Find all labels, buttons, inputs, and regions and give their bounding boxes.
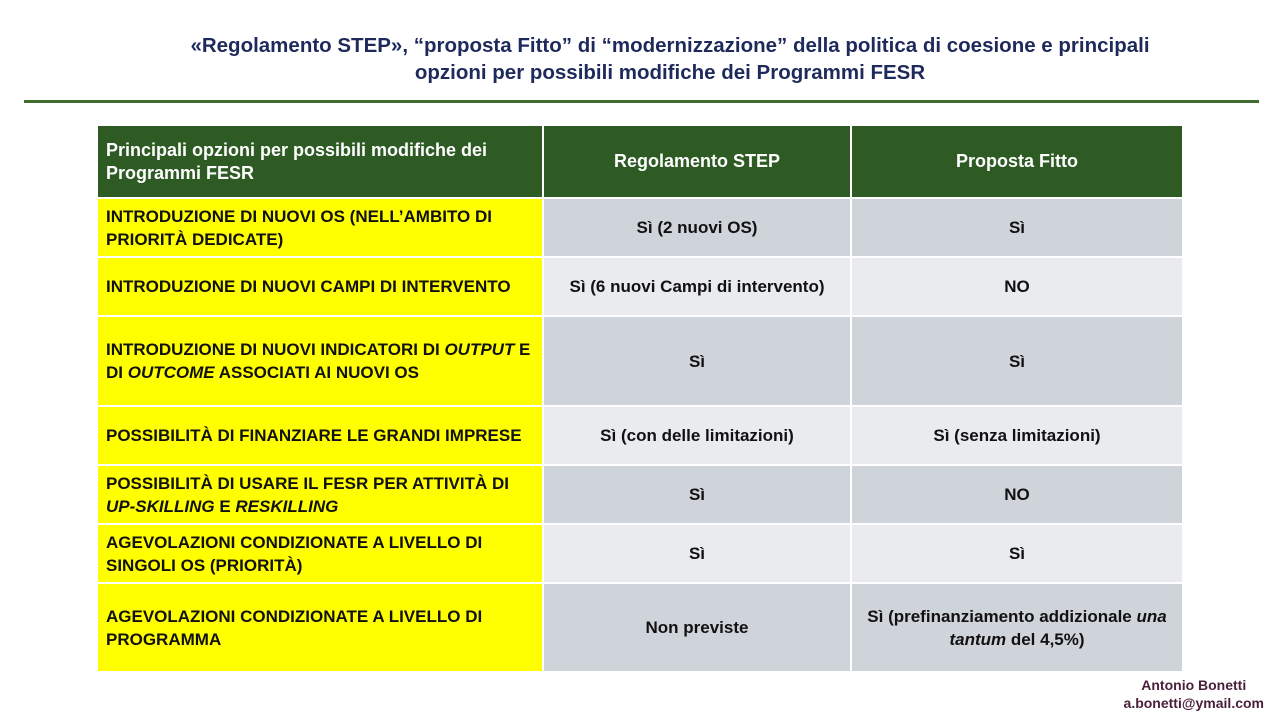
option-cell: INTRODUZIONE DI NUOVI CAMPI DI INTERVENTO	[97, 257, 543, 316]
table-row	[97, 465, 1183, 524]
fitto-cell: Sì	[851, 524, 1183, 583]
step-cell: Sì (2 nuovi OS)	[543, 198, 851, 257]
table-row	[97, 406, 1183, 465]
option-italic: UP-SKILLING	[106, 496, 215, 516]
header-step: Regolamento STEP	[543, 125, 851, 198]
option-cell: INTRODUZIONE DI NUOVI OS (NELL’AMBITO DI PRIORITÀ DEDICATE)	[97, 198, 543, 257]
option-italic: OUTCOME	[127, 363, 215, 382]
header-options: Principali opzioni per possibili modifiche dei Programmi FESR	[97, 125, 543, 198]
author-footer	[1124, 676, 1264, 712]
fitto-cell: Sì	[851, 316, 1183, 406]
option-text: E DI	[106, 340, 531, 382]
step-cell: Sì (con delle limitazioni)	[543, 406, 851, 465]
fitto-text: Sì (prefinanziamento addizionale	[867, 606, 1137, 626]
fitto-cell: Sì (senza limitazioni)	[851, 406, 1183, 465]
option-cell: POSSIBILITÀ DI FINANZIARE LE GRANDI IMPRESE	[97, 406, 543, 465]
option-cell	[97, 316, 543, 406]
option-italic: OUTPUT	[444, 340, 515, 359]
fitto-italic: una tantum	[949, 606, 1167, 649]
table-header-row	[97, 125, 1183, 198]
title-divider	[24, 100, 1259, 103]
table-row	[97, 257, 1183, 316]
step-cell: Non previste	[543, 583, 851, 672]
option-text: E	[214, 496, 236, 516]
option-cell: AGEVOLAZIONI CONDIZIONATE A LIVELLO DI PROGRAMMA	[97, 583, 543, 672]
comparison-table	[96, 124, 1184, 673]
table-row	[97, 583, 1183, 672]
author-name: Antonio Bonetti	[1141, 677, 1247, 693]
option-italic: RESKILLING	[235, 496, 339, 516]
option-text: INTRODUZIONE DI NUOVI INDICATORI DI	[106, 340, 445, 359]
option-cell	[97, 465, 543, 524]
option-text: POSSIBILITÀ DI USARE IL FESR PER ATTIVITÀ DI	[106, 473, 509, 493]
fitto-cell: NO	[851, 465, 1183, 524]
table-row	[97, 524, 1183, 583]
step-cell: Sì	[543, 524, 851, 583]
table-row	[97, 316, 1183, 406]
option-text: ASSOCIATI AI NUOVI OS	[214, 363, 419, 382]
fitto-cell	[851, 583, 1183, 672]
step-cell: Sì	[543, 465, 851, 524]
slide-title-line-1: «Regolamento STEP», “proposta Fitto” di “modernizzazione” della politica di coesione e principali	[190, 34, 1150, 57]
step-cell: Sì	[543, 316, 851, 406]
slide-title	[60, 32, 1280, 86]
author-email[interactable]: a.bonetti@ymail.com	[1123, 695, 1264, 711]
step-cell: Sì (6 nuovi Campi di intervento)	[543, 257, 851, 316]
fitto-cell: NO	[851, 257, 1183, 316]
option-cell: AGEVOLAZIONI CONDIZIONATE A LIVELLO DI SINGOLI OS (PRIORITÀ)	[97, 524, 543, 583]
slide-title-line-2: opzioni per possibili modifiche dei Programmi FESR	[414, 61, 926, 84]
fitto-text: del 4,5%)	[1006, 629, 1085, 649]
header-fitto: Proposta Fitto	[851, 125, 1183, 198]
fitto-cell: Sì	[851, 198, 1183, 257]
table-row	[97, 198, 1183, 257]
